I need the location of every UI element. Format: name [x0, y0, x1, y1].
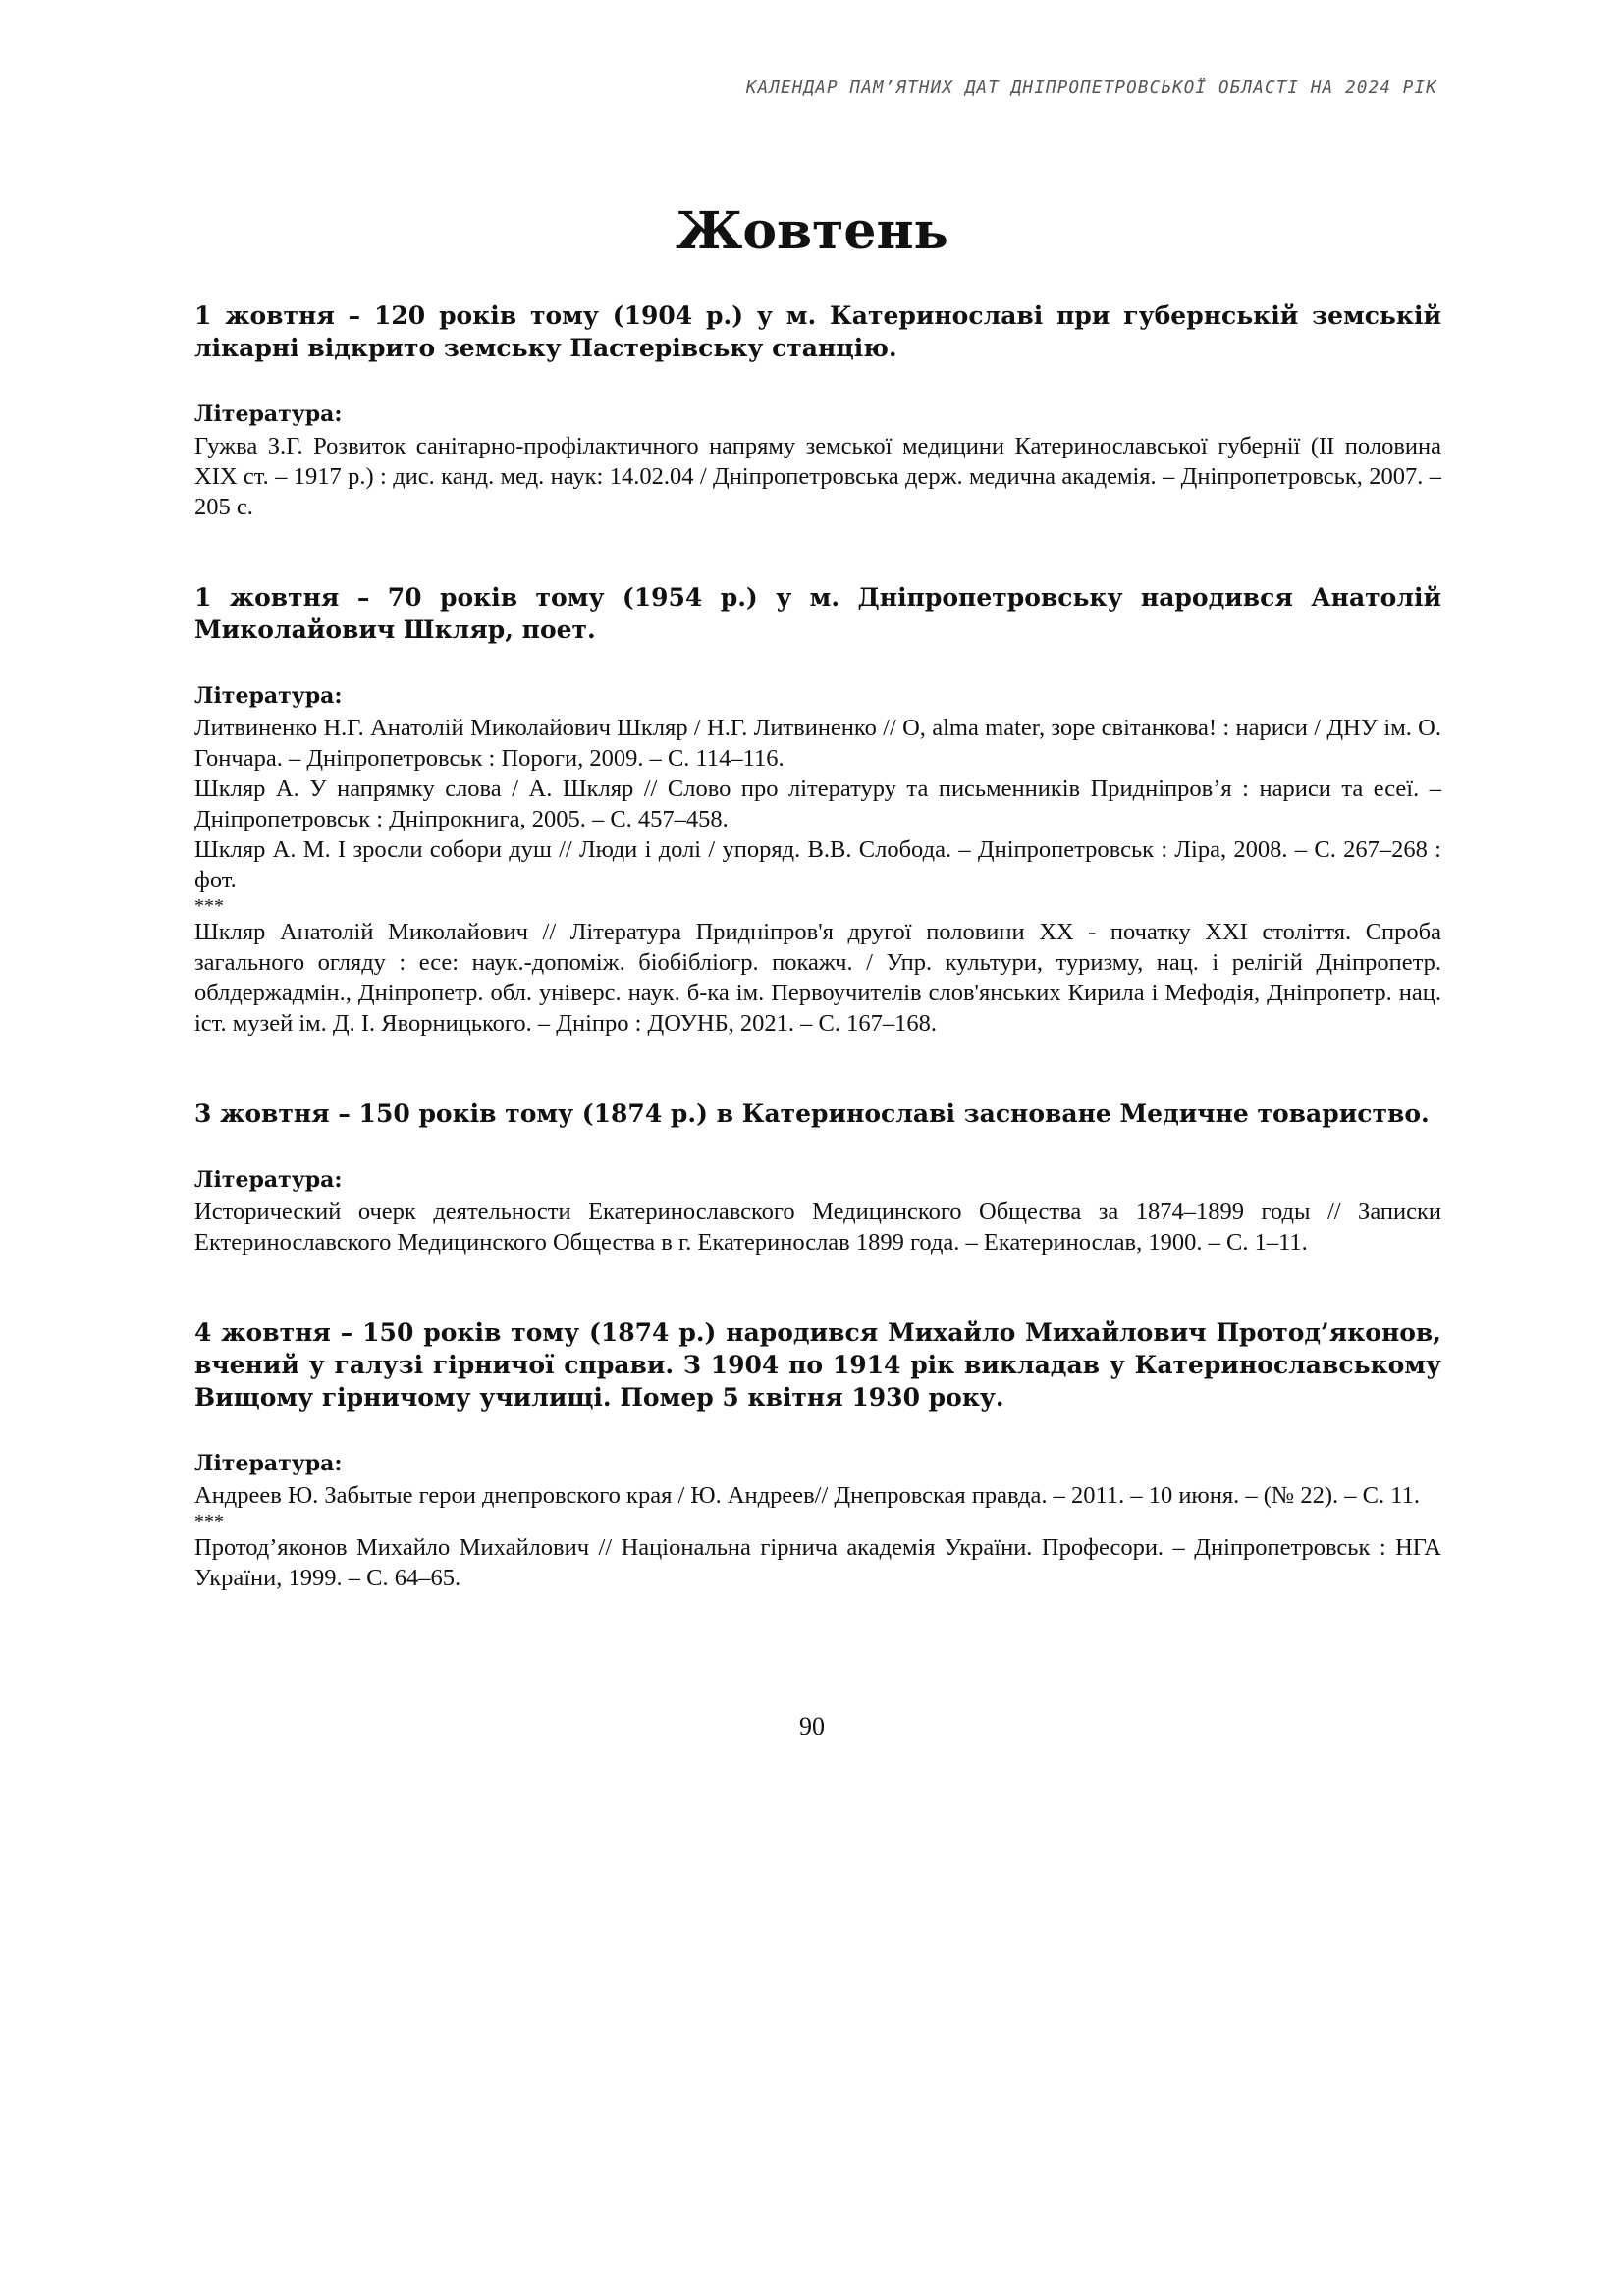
literature-label: Література: — [194, 1451, 343, 1476]
literature-label: Література: — [194, 401, 343, 427]
literature-separator: *** — [194, 1511, 224, 1532]
literature-label: Література: — [194, 683, 343, 709]
literature-item: Протод’яконов Михайло Михайлович // Національна гірнича академія України. Професори. – Дніпропетровськ : НГА України, 1999. – С. 64–65. — [194, 1534, 1441, 1591]
entry — [194, 581, 1441, 1039]
literature-item: Шкляр А. У напрямку слова / А. Шкляр // Слово про літературу та письменників Придніпров’я : нариси та есеї. – Дніпропетровськ : Дніпрокнига, 2005. – С. 457–458. — [194, 775, 1441, 832]
literature-item: Шкляр А. М. І зросли собори душ // Люди і долі / упоряд. В.В. Слобода. – Дніпропетровськ : Ліра, 2008. – С. 267–268 : фот. — [194, 836, 1441, 893]
running-header: КАЛЕНДАР ПАМ’ЯТНИХ ДАТ ДНІПРОПЕТРОВСЬКОЇ ОБЛАСТІ НА 2024 РІК — [745, 79, 1437, 98]
literature-item: Шкляр Анатолій Миколайович // Література Придніпров'я другої половини XX - початку XXI століття. Спроба загального огляду : есе: наук.-допоміж. біобібліогр. покажч. / Упр. культури, туризму, нац. і релігій Дніпропетр. облдержадмін., Дніпропетр. обл. універс. наук. б-ка ім. Первоучителів слов'янських Кирила і Мефодія, Дніпропетр. нац. іст. музей ім. Д. І. Яворницького. – Дніпро : ДОУНБ, 2021. – С. 167–168. — [194, 919, 1441, 1037]
entry-heading: 3 жовтня – 150 років тому (1874 р.) в Катеринославі засноване Медичне товариство. — [194, 1099, 1430, 1128]
document-body — [194, 299, 1441, 1652]
entry — [194, 1316, 1441, 1593]
literature-item: Литвиненко Н.Г. Анатолій Миколайович Шкляр / Н.Г. Литвиненко // О, alma mater, зоре світанкова! : нариси / ДНУ ім. О. Гончара. – Дніпропетровськ : Пороги, 2009. – С. 114–116. — [194, 715, 1441, 772]
literature-label: Література: — [194, 1167, 343, 1193]
literature-item: Гужва З.Г. Розвиток санітарно-профілактичного напряму земської медицини Катеринославської губернії (II половина ХІХ ст. – 1917 р.) : дис. канд. мед. наук: 14.02.04 / Дніпропетровська держ. медична академія. – Дніпропетровськ, 2007. – 205 с. — [194, 433, 1441, 520]
literature-item: Исторический очерк деятельности Екатеринославского Медицинского Общества за 1874–1899 годы // Записки Ектеринославского Медицинского Общества в г. Екатеринослав 1899 года. – Екатеринослав, 1900. – С. 1–11. — [194, 1199, 1441, 1255]
literature-separator: *** — [194, 895, 224, 917]
entry-heading: 1 жовтня – 70 років тому (1954 р.) у м. Дніпропетровську народився Анатолій Миколайович Шкляр, поет. — [194, 583, 1441, 644]
page-title: Жовтень — [676, 201, 948, 261]
entry-heading: 1 жовтня – 120 років тому (1904 р.) у м. Катеринославі при губернській земській лікарні відкрито земську Пастерівську станцію. — [194, 301, 1441, 362]
page-number: 90 — [799, 1712, 825, 1740]
entry-heading: 4 жовтня – 150 років тому (1874 р.) народився Михайло Михайлович Протод’яконов, вчений у галузі гірничої справи. З 1904 по 1914 рік викладав у Катеринославському Вищому гірничому училищі. Помер 5 квітня 1930 року. — [194, 1318, 1441, 1412]
literature-item: Андреев Ю. Забытые герои днепровского края / Ю. Андреев// Днепровская правда. – 2011. – 10 июня. – (№ 22). – С. 11. — [194, 1482, 1420, 1509]
entry — [194, 1097, 1441, 1257]
entry — [194, 299, 1441, 522]
